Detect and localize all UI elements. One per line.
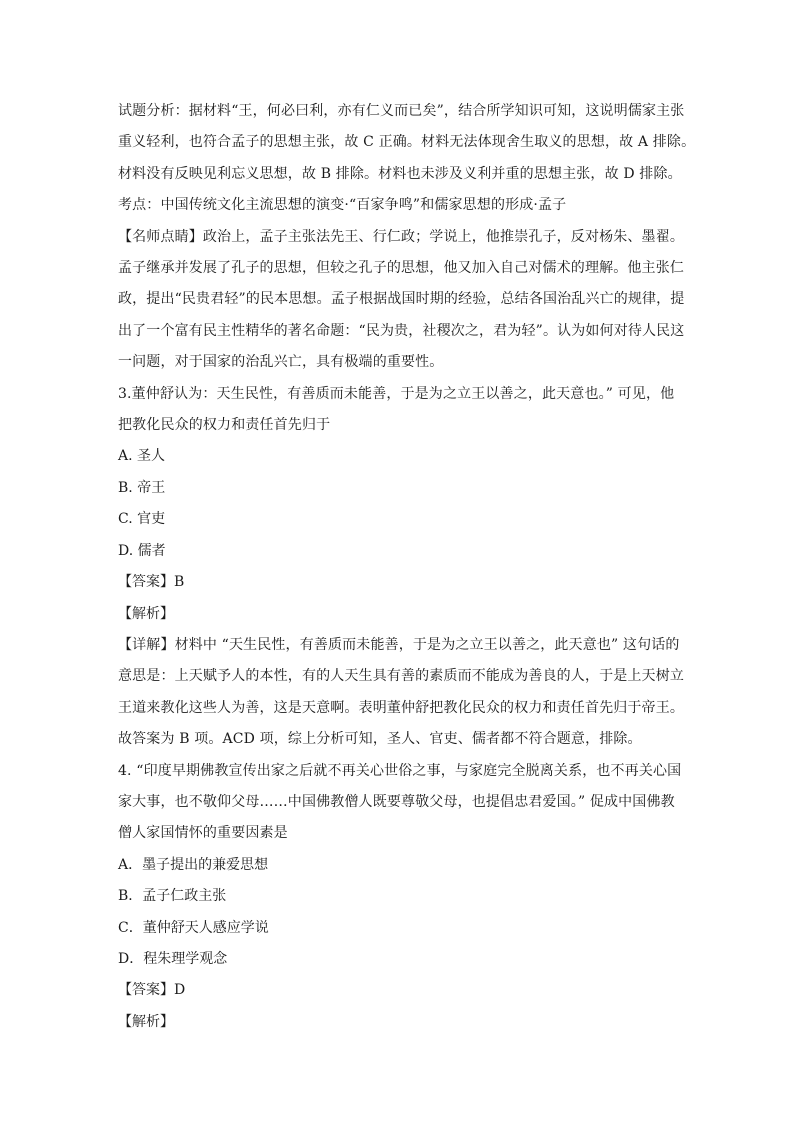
q2-expert-line-2: 孟子继承并发展了孔子的思想，但较之孔子的思想，他又加入自己对儒术的理解。他主张仁 <box>118 260 684 277</box>
q3-detail-line-3: 王道来教化这些人为善，这是天意啊。表明董仲舒把教化民众的权力和责任首先归于帝王。 <box>118 699 684 716</box>
q2-expert-line-5: 一问题，对于国家的治乱兴亡，具有极端的重要性。 <box>118 354 444 371</box>
q4-option-d: D．程朱理学观念 <box>118 950 228 967</box>
q4-stem-line-3: 僧人家国情怀的重要因素是 <box>118 825 288 842</box>
q3-stem-line-2: 把教化民众的权力和责任首先归于 <box>118 417 331 434</box>
q4-option-a: A．墨子提出的兼爱思想 <box>118 856 269 873</box>
q3-detail-line-4: 故答案为 B 项。ACD 项，综上分析可知，圣人、官吏、儒者都不符合题意，排除。 <box>118 731 642 748</box>
q3-answer: 【答案】B <box>118 574 185 591</box>
q4-stem-line-2: 家大事，也不敬仰父母……中国佛教僧人既要尊敬父母，也提倡忠君爱国。” 促成中国佛教 <box>118 793 675 810</box>
q2-analysis-line-1: 试题分析：据材料“王，何必曰利，亦有仁义而已矣”，结合所学知识可知，这说明儒家主张 <box>118 103 685 119</box>
q2-analysis-line-3: 材料没有反映见利忘义思想，故 B 排除。材料也未涉及义利并重的思想主张，故 D 排除。 <box>118 165 682 182</box>
q3-option-b: B. 帝王 <box>118 479 166 496</box>
document-page <box>118 96 696 1038</box>
q3-stem-line-1: 3.董仲舒认为：天生民性，有善质而未能善，于是为之立王以善之，此天意也。” 可见，他 <box>118 385 675 402</box>
q2-expert-line-1: 【名师点睛】政治上，孟子主张法先王、行仁政；学说上，他推崇孔子，反对杨朱、墨翟。 <box>118 228 684 245</box>
q2-analysis-block <box>118 96 696 222</box>
question-3 <box>118 379 684 756</box>
q3-option-a: A. 圣人 <box>118 448 166 465</box>
q2-exam-point: 考点：中国传统文化主流思想的演变·“百家争鸣”和儒家思想的形成·孟子 <box>118 197 567 214</box>
q4-option-c: C．董仲舒天人感应学说 <box>118 919 269 936</box>
q4-analysis-label: 【解析】 <box>118 1013 174 1030</box>
q2-expert-comment-block <box>118 222 685 379</box>
q2-analysis-line-2: 重义轻利，也符合孟子的思想主张，故 C 正确。材料无法体现舍生取义的思想，故 A 排除。 <box>118 134 696 151</box>
q3-detail-line-2: 意思是：上天赋予人的本性，有的人天生具有善的素质而不能成为善良的人，于是上天树立 <box>118 668 684 685</box>
q3-option-d: D. 儒者 <box>118 542 166 559</box>
q3-option-c: C. 官吏 <box>118 511 166 528</box>
q4-answer: 【答案】D <box>118 982 186 999</box>
q4-stem-line-1: 4. “印度早期佛教宣传出家之后就不再关心世俗之事，与家庭完全脱离关系，也不再关心国 <box>118 762 682 779</box>
question-4 <box>118 756 682 1039</box>
q3-detail-line-1: 【详解】材料中 “天生民性，有善质而未能善，于是为之立王以善之，此天意也” 这句话的 <box>118 636 680 653</box>
q2-expert-line-3: 政，提出“民贵君轻”的民本思想。孟子根据战国时期的经验，总结各国治乱兴亡的规律，提 <box>118 291 685 308</box>
q3-analysis-label: 【解析】 <box>118 605 174 622</box>
q2-expert-line-4: 出了一个富有民主性精华的著名命题：“民为贵，社稷次之，君为轻”。认为如何对待人民这 <box>118 322 685 339</box>
q4-option-b: B．孟子仁政主张 <box>118 888 227 905</box>
